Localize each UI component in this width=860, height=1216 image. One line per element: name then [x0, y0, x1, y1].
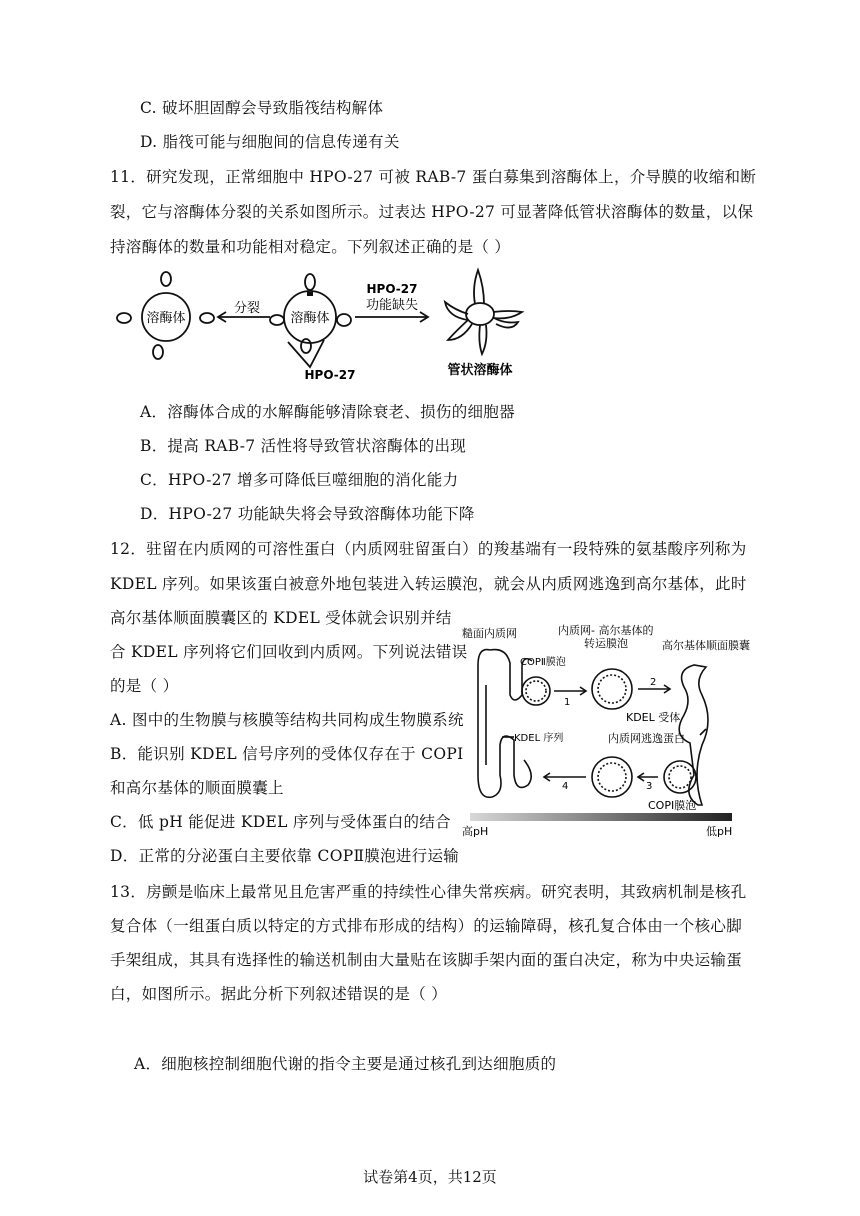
- golgi-cis-label: 高尔基体顺面膜囊: [662, 639, 750, 652]
- q11-option-b: B．提高 RAB-7 活性将导致管状溶酶体的出现: [140, 437, 467, 455]
- hpo-label: HPO-27: [304, 368, 356, 382]
- high-ph-label: 高pH: [462, 825, 489, 838]
- q11-stem-line-3: 持溶酶体的数量和功能相对稳定。下列叙述正确的是（ ）: [110, 238, 511, 256]
- arrow-top-label: HPO-27: [366, 282, 418, 296]
- arrow-bottom-label: 功能缺失: [365, 298, 419, 313]
- tubular-lysosome-label: 管状溶酶体: [447, 363, 513, 378]
- fragment-left: [117, 313, 131, 323]
- copi-label: COPⅠ膜泡: [648, 799, 697, 812]
- kdel-receptor-label: KDEL 受体: [626, 711, 681, 724]
- q12-stem-line-2: KDEL 序列。如果该蛋白被意外地包装进入转运膜泡，就会从内质网逃逸到高尔基体，此时: [110, 575, 747, 593]
- q11-option-a: A．溶酶体合成的水解酶能够清除衰老、损伤的细胞器: [140, 403, 515, 421]
- q12-stem-line-1: 12．驻留在内质网的可溶性蛋白（内质网驻留蛋白）的羧基端有一段特殊的氨基酸序列称为: [110, 540, 747, 558]
- kdel-seq-label: KDEL 序列: [514, 733, 564, 744]
- tubular-lysosome: [466, 303, 494, 325]
- q12-option-d: D．正常的分泌蛋白主要依靠 COPⅡ膜泡进行运输: [110, 847, 460, 865]
- q13-stem-line-3: 手架组成，其具有选择性的输送机制由大量贴在该脚手架内面的蛋白决定，称为中央运输蛋: [110, 951, 743, 969]
- step-2-label: 2: [650, 677, 657, 688]
- copii-label: COPⅡ膜泡: [520, 657, 566, 668]
- q12-stem-line-5: 的是（ ）: [110, 677, 179, 695]
- rough-er-label: 糙面内质网: [462, 627, 517, 640]
- q13-stem-line-1: 13．房颤是临床上最常见且危害严重的持续性心律失常疾病。研究表明，其致病机制是核孔: [110, 883, 747, 901]
- lysosome-division-figure: [110, 262, 550, 387]
- low-ph-label: 低pH: [706, 825, 733, 838]
- q12-option-c: C．低 pH 能促进 KDEL 序列与受体蛋白的结合: [110, 813, 451, 831]
- q13-option-a: A．细胞核控制细胞代谢的指令主要是通过核孔到达细胞质的: [134, 1055, 557, 1073]
- er-escape-label: 内质网逃逸蛋白: [608, 732, 685, 745]
- ph-gradient-bar: [470, 813, 732, 821]
- step-1-label: 1: [564, 697, 571, 708]
- er-golgi-label: 内质网- 高尔基体的: [558, 624, 654, 637]
- q11-option-d: D．HPO-27 功能缺失将会导致溶酶体功能下降: [140, 505, 475, 523]
- step-4-label: 4: [562, 781, 569, 792]
- kdel-transport-figure: [462, 624, 750, 840]
- center-lysosome-label: 溶酶体: [290, 311, 330, 326]
- step-3-label: 3: [646, 781, 653, 792]
- q12-option-b: B．能识别 KDEL 信号序列的受体仅存在于 COPI: [110, 745, 464, 763]
- fragment-bottom: [153, 345, 163, 359]
- left-lysosome-label: 溶酶体: [146, 311, 186, 326]
- q10-option-c: C. 破坏胆固醇会导致脂筏结构解体: [140, 99, 384, 117]
- q12-stem-line-3: 高尔基体顺面膜囊区的 KDEL 受体就会识别并结: [110, 609, 452, 627]
- fragment-right: [200, 313, 214, 323]
- q13-stem-line-2: 复合体（一组蛋白质以特定的方式排布形成的结构）的运输障碍，核孔复合体由一个核心脚: [110, 917, 743, 935]
- page-footer: 试卷第4页，共12页: [363, 1168, 497, 1186]
- q12-stem-line-4: 合 KDEL 序列将它们回收到内质网。下列说法错误: [110, 643, 468, 661]
- q12-option-b-cont: 和高尔基体的顺面膜囊上: [110, 779, 284, 797]
- q13-stem-line-4: 白，如图所示。据此分析下列叙述错误的是（ ）: [110, 985, 448, 1003]
- fragment-top: [161, 272, 171, 286]
- q10-option-d: D. 脂筏可能与细胞间的信息传递有关: [140, 133, 400, 151]
- split-label: 分裂: [234, 301, 261, 316]
- q11-stem-line-2: 裂，它与溶酶体分裂的关系如图所示。过表达 HPO-27 可显著降低管状溶酶体的数量，以保: [110, 203, 754, 221]
- q12-option-a: A. 图中的生物膜与核膜等结构共同构成生物膜系统: [110, 711, 464, 729]
- transport-vesicle-label: 转运膜泡: [584, 637, 628, 650]
- q11-stem-line-1: 11．研究发现，正常细胞中 HPO-27 可被 RAB-7 蛋白募集到溶酶体上，介导膜的收缩和断: [110, 168, 757, 186]
- q11-option-c: C．HPO-27 增多可降低巨噬细胞的消化能力: [140, 471, 459, 489]
